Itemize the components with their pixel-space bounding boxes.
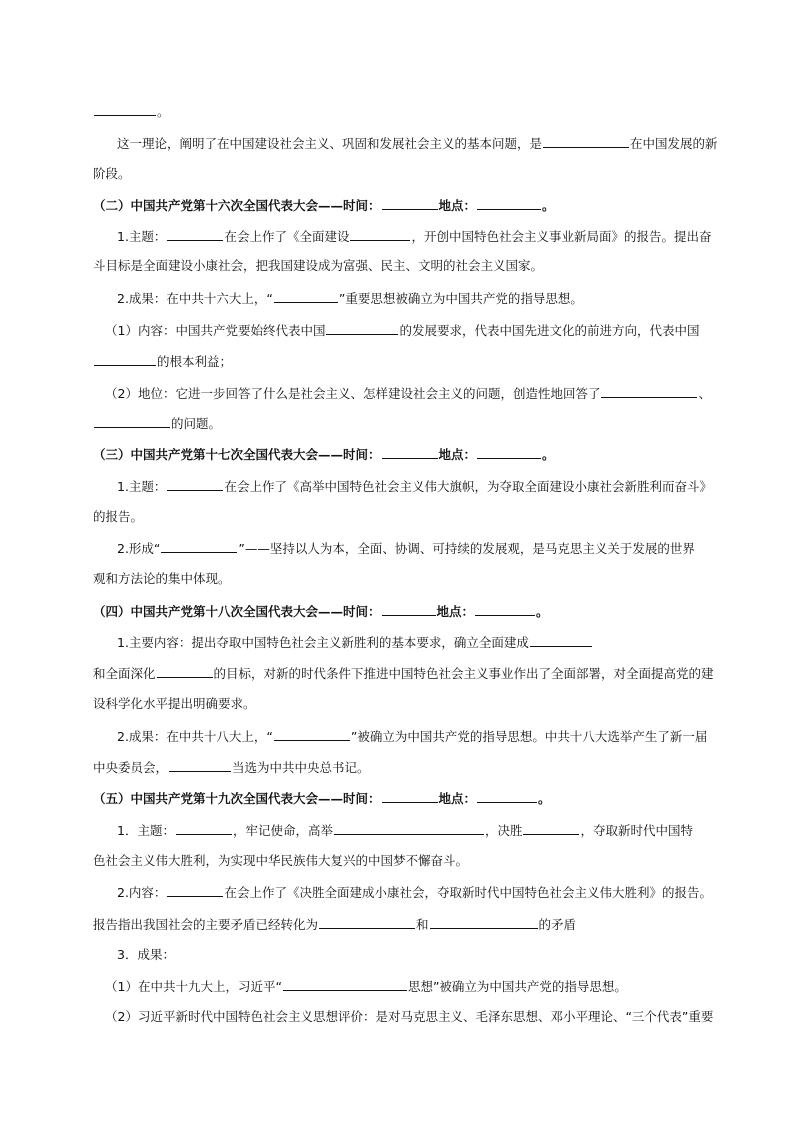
answer-blank[interactable]	[94, 103, 156, 116]
text-line: 的报告。	[93, 509, 144, 524]
section-heading: （四）中国共产党第十八次全国代表大会——时间： 地点： 。	[93, 604, 549, 619]
answer-blank[interactable]	[382, 603, 436, 616]
text-line: 斗目标是全面建设小康社会，把我国建设成为富强、民主、文明的社会主义国家。	[93, 258, 544, 273]
answer-blank[interactable]	[167, 478, 223, 491]
text-line: 2.成果：在中共十八大上，“ ”被确立为中国共产党的指导思想。中共十八大选举产生了新一届	[117, 729, 708, 744]
answer-blank[interactable]	[475, 603, 535, 616]
text-line: 2.成果：在中共十六大上，“ ”重要思想被确立为中国共产党的指导思想。	[117, 291, 583, 306]
answer-blank[interactable]	[94, 415, 170, 428]
section-heading: （三）中国共产党第十七次全国代表大会——时间： 地点： 。	[93, 447, 555, 462]
text-line: （2）习近平新时代中国特色社会主义思想评价：是对马克思主义、毛泽东思想、邓小平理论、“三个代表”重要	[105, 1009, 714, 1024]
answer-blank[interactable]	[350, 228, 410, 241]
text-line: 1．主题： ，牢记使命，高举 ，决胜 ，夺取新时代中国特	[117, 823, 693, 838]
answer-blank[interactable]	[161, 540, 237, 553]
answer-blank[interactable]	[283, 978, 407, 991]
answer-blank[interactable]	[477, 790, 537, 803]
answer-blank[interactable]	[94, 353, 156, 366]
text-line: 阶段。	[93, 166, 131, 181]
answer-blank[interactable]	[430, 916, 538, 929]
answer-blank[interactable]	[157, 665, 213, 678]
text-line: 2.内容： 在会上作了《决胜全面建成小康社会，夺取新时代中国特色社会主义伟大胜利》的报告。	[117, 885, 712, 900]
answer-blank[interactable]	[601, 385, 697, 398]
text-line: 这一理论，阐明了在中国建设社会主义、巩固和发展社会主义的基本问题，是 在中国发展的新	[117, 136, 718, 151]
text-line: 1.主题： 在会上作了《全面建设 ，开创中国特色社会主义事业新局面》的报告。提出奋	[117, 229, 712, 244]
text-line: （1）内容：中国共产党要始终代表中国 的发展要求，代表中国先进文化的前进方向，代表中国	[105, 323, 700, 338]
answer-blank[interactable]	[382, 790, 438, 803]
section-heading: （二）中国共产党第十六次全国代表大会——时间： 地点： 。	[93, 198, 555, 213]
answer-blank[interactable]	[530, 634, 592, 647]
text-line: （2）地位：它进一步回答了什么是社会主义、怎样建设社会主义的问题，创造性地回答了 、	[105, 386, 711, 401]
text-line: 观和方法论的集中体现。	[93, 571, 231, 586]
answer-blank[interactable]	[274, 728, 350, 741]
answer-blank[interactable]	[167, 884, 223, 897]
text-line: 1.主要内容：提出夺取中国特色社会主义新胜利的基本要求，确立全面建成	[117, 634, 703, 651]
answer-blank[interactable]	[477, 197, 541, 210]
text-line: 的根本利益；	[93, 353, 703, 370]
text-line: 设科学化水平提出明确要求。	[93, 696, 256, 711]
text-line: 2.形成“ ”——坚持以人为本，全面、协调、可持续的发展观，是马克思主义关于发展的世界	[117, 541, 695, 556]
answer-blank[interactable]	[382, 197, 438, 210]
text-line: 1.主题： 在会上作了《高举中国特色社会主义伟大旗帜，为夺取全面建设小康社会新胜利而奋斗》	[117, 479, 712, 494]
section-heading: （五）中国共产党第十九次全国代表大会——时间： 地点： 。	[93, 791, 551, 806]
answer-blank[interactable]	[274, 290, 338, 303]
text-line: （1）在中共十九大上，习近平“ 思想”被确立为中国共产党的指导思想。	[105, 979, 627, 994]
answer-blank[interactable]	[169, 759, 231, 772]
answer-blank[interactable]	[334, 822, 484, 835]
text-line: 报告指出我国社会的主要矛盾已经转化为 和 的矛盾	[93, 917, 577, 932]
text-line: 色社会主义伟大胜利，为实现中华民族伟大复兴的中国梦不懈奋斗。	[93, 853, 469, 868]
text-line: 和全面深化 的目标，对新的时代条件下推进中国特色社会主义事业作出了全面部署，对全面提高党的建	[93, 666, 714, 681]
answer-blank[interactable]	[543, 135, 629, 148]
answer-blank[interactable]	[176, 822, 232, 835]
answer-blank[interactable]	[382, 446, 438, 459]
text-line: 3．成果：	[117, 947, 175, 962]
text-line: 的问题。	[93, 415, 703, 432]
answer-blank[interactable]	[523, 822, 579, 835]
answer-blank[interactable]	[326, 322, 398, 335]
answer-blank[interactable]	[477, 446, 541, 459]
answer-blank[interactable]	[167, 228, 223, 241]
text-line: 中央委员会， 当选为中共中央总书记。	[93, 760, 370, 775]
text-line: 。	[93, 103, 703, 120]
answer-blank[interactable]	[319, 916, 415, 929]
